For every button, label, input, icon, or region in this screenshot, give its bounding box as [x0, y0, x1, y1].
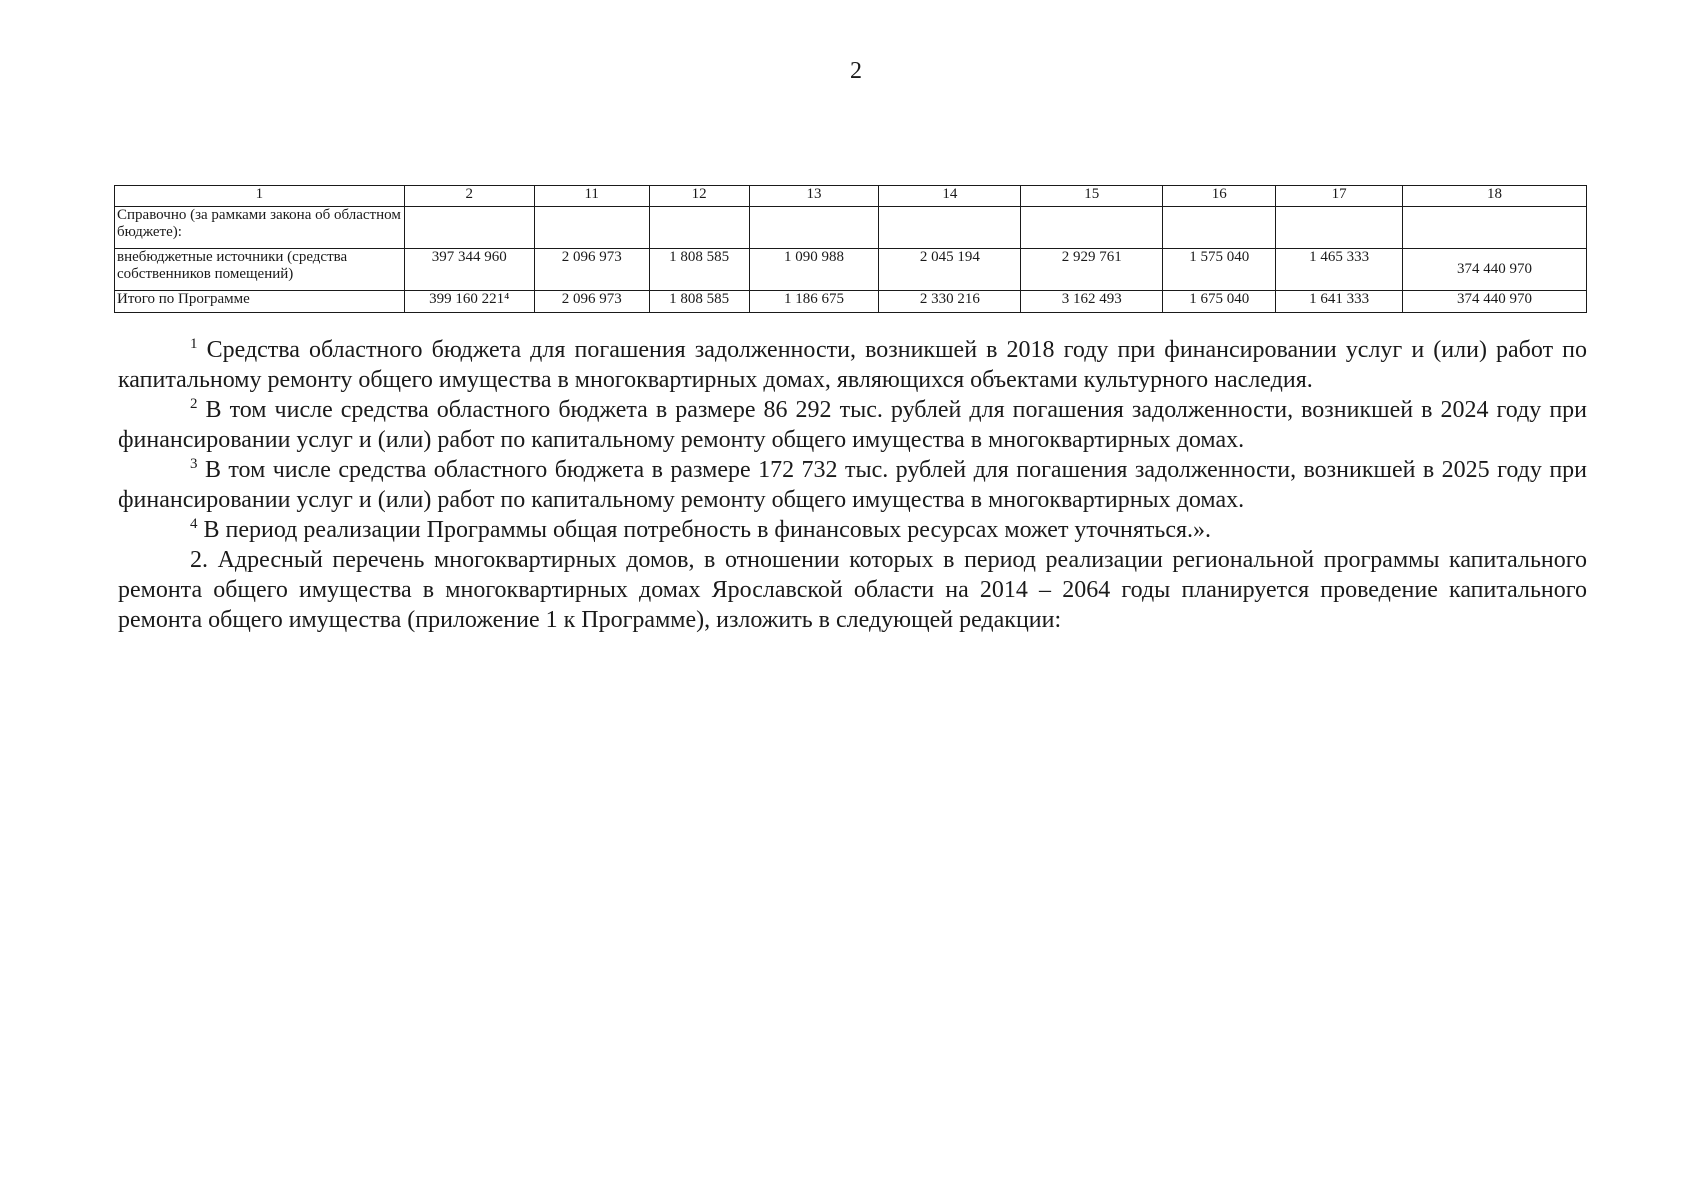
table-cell	[404, 207, 534, 249]
table-header-row	[115, 186, 1587, 207]
budget-table	[114, 185, 1587, 313]
footnote	[118, 395, 1587, 455]
footnote-text: В период реализации Программы общая потребность в финансовых ресурсах может уточняться.».	[203, 517, 1212, 543]
table-cell: 399 160 221⁴	[404, 291, 534, 313]
footnote-text: Средства областного бюджета для погашения задолженности, возникшей в 2018 году при финансировании услуг и (или) работ по капитальному ремонту общего имущества в многоквартирных домах, являющихся объектами культурного наследия.	[118, 337, 1588, 393]
table-cell: 2 045 194	[879, 249, 1021, 291]
table-cell: 1 808 585	[649, 291, 749, 313]
column-header: 12	[649, 186, 749, 207]
table-cell	[1276, 207, 1403, 249]
table-cell: 1 641 333	[1276, 291, 1403, 313]
footnote-mark: 3	[190, 456, 198, 472]
table-row	[115, 207, 1587, 249]
notes-section	[118, 335, 1587, 635]
table-cell: 1 575 040	[1163, 249, 1276, 291]
footnote	[118, 455, 1587, 515]
table-cell: 2 096 973	[534, 249, 649, 291]
footnote-text: В том числе средства областного бюджета в размере 86 292 тыс. рублей для погашения задолженности, возникшей в 2024 году при финансировании услуг и (или) работ по капитальному ремонту общего имущества в многоквартирных домах.	[118, 397, 1588, 453]
table-row	[115, 249, 1587, 291]
table-cell	[1163, 207, 1276, 249]
table-cell	[649, 207, 749, 249]
table-cell: 1 090 988	[749, 249, 879, 291]
table-cell: 1 675 040	[1163, 291, 1276, 313]
column-header: 16	[1163, 186, 1276, 207]
footnote-mark: 2	[190, 396, 198, 412]
table-row	[115, 291, 1587, 313]
table-cell: 2 929 761	[1021, 249, 1163, 291]
column-header: 18	[1403, 186, 1587, 207]
table-cell: 1 186 675	[749, 291, 879, 313]
column-header: 13	[749, 186, 879, 207]
table-cell: 1 465 333	[1276, 249, 1403, 291]
column-header: 14	[879, 186, 1021, 207]
table-cell: 397 344 960	[404, 249, 534, 291]
table-cell	[879, 207, 1021, 249]
table-cell	[1403, 207, 1587, 249]
footnote	[118, 335, 1587, 395]
footnote	[118, 515, 1587, 545]
row-label: Итого по Программе	[115, 291, 405, 313]
table-cell	[1021, 207, 1163, 249]
table-cell: 1 808 585	[649, 249, 749, 291]
table-cell: 374 440 970	[1403, 291, 1587, 313]
column-header: 15	[1021, 186, 1163, 207]
body-paragraph: 2. Адресный перечень многоквартирных домов, в отношении которых в период реализации региональной программы капитального ремонта общего имущества в многоквартирных домах Ярославской области на 2014 – 2064 годы планируется проведение капитального ремонта общего имущества (приложение 1 к Программе), изложить в следующей редакции:	[118, 547, 1587, 633]
footnote-mark: 1	[190, 336, 198, 352]
row-label: внебюджетные источники (средства собственников помещений)	[115, 249, 405, 291]
footnote-mark: 4	[190, 516, 198, 532]
table-cell	[749, 207, 879, 249]
footnote-text: В том числе средства областного бюджета в размере 172 732 тыс. рублей для погашения задолженности, возникшей в 2025 году при финансировании услуг и (или) работ по капитальному ремонту общего имущества в многоквартирных домах.	[118, 457, 1588, 513]
column-header: 1	[115, 186, 405, 207]
table-cell: 3 162 493	[1021, 291, 1163, 313]
row-label: Справочно (за рамками закона об областном бюджете):	[115, 207, 405, 249]
table-cell: 374 440 970	[1403, 249, 1587, 291]
table-cell: 2 330 216	[879, 291, 1021, 313]
column-header: 2	[404, 186, 534, 207]
column-header: 17	[1276, 186, 1403, 207]
page-number: 2	[850, 58, 862, 84]
table-cell: 2 096 973	[534, 291, 649, 313]
table-cell	[534, 207, 649, 249]
column-header: 11	[534, 186, 649, 207]
